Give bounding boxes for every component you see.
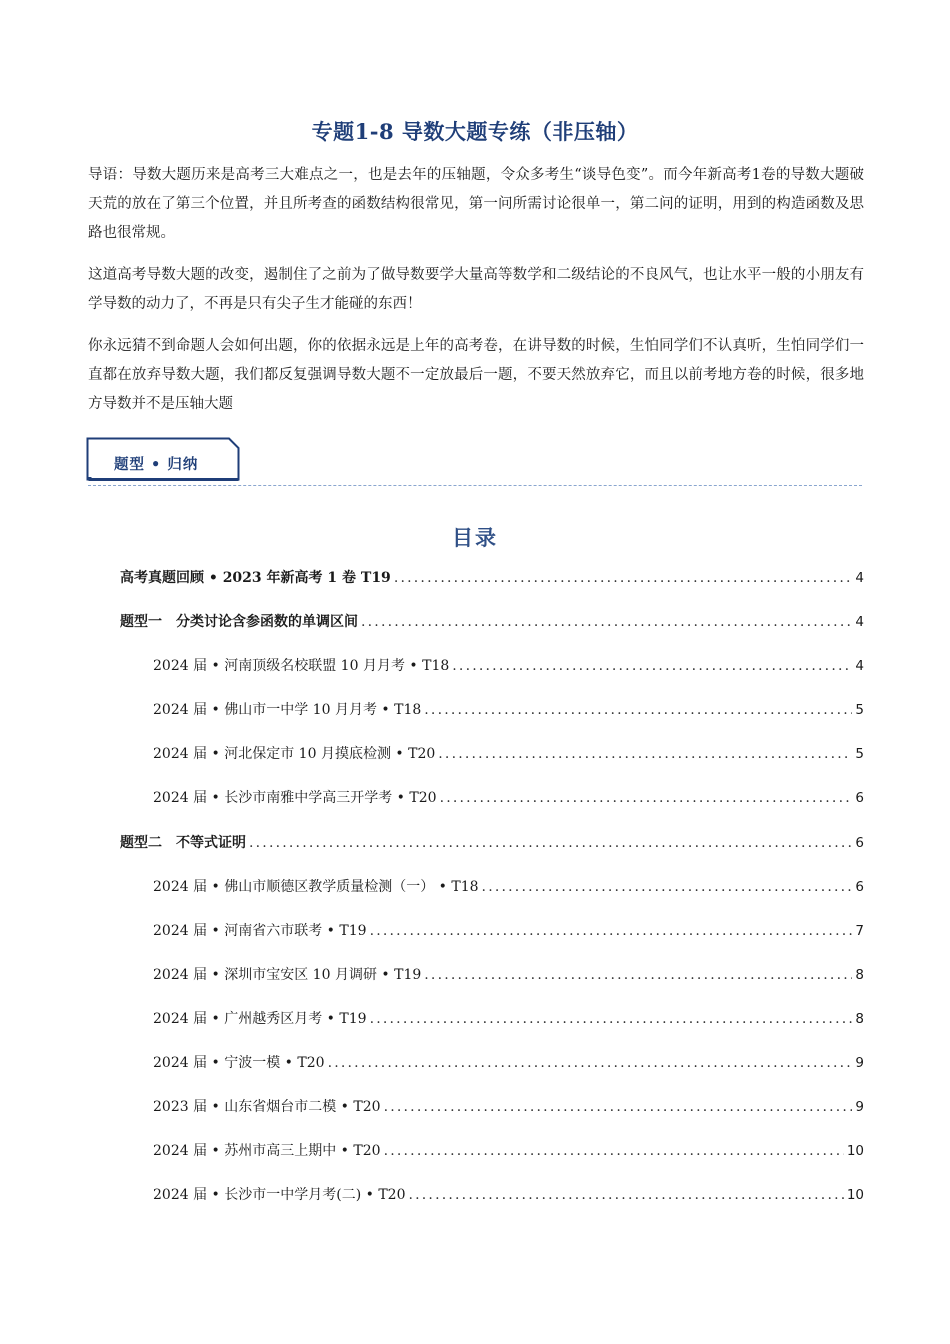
toc-entry-text: 2024 届 • 佛山市一中学 10 月月考 • T18 <box>153 702 422 719</box>
toc-entry-text: 2024 届 • 河南顶级名校联盟 10 月月考 • T18 <box>153 658 450 675</box>
toc-leader-dots <box>440 786 853 810</box>
toc-entry-text: 题型一 分类讨论含参函数的单调区间 <box>120 614 358 631</box>
toc-entry[interactable] <box>120 698 864 742</box>
toc-leader-dots <box>384 1139 844 1163</box>
dashed-divider <box>88 485 862 486</box>
toc-page-number: 4 <box>855 658 864 675</box>
toc-page-number: 5 <box>855 746 864 763</box>
toc-entry-text: 2024 届 • 长沙市南雅中学高三开学考 • T20 <box>153 790 437 807</box>
intro-paragraph-3: 你永远猜不到命题人会如何出题，你的依据永远是上年的高考卷，在讲导数的时候，生怕同学们不认真听，生怕同学们一直都在放弃导数大题，我们都反复强调导数大题不一定放最后一题，不要天然放弃它，而且以前考地方卷的时候，很多地方导数并不是压轴大题 <box>88 338 864 412</box>
toc-entry[interactable] <box>120 786 864 830</box>
toc-leader-dots <box>394 566 853 590</box>
toc-entry-text: 2023 届 • 山东省烟台市二模 • T20 <box>153 1099 381 1116</box>
toc-entry-text: 2024 届 • 长沙市一中学月考(二) • T20 <box>153 1187 406 1204</box>
toc-entry-text: 2024 届 • 宁波一模 • T20 <box>153 1055 325 1072</box>
toc-entry-text: 2024 届 • 河北保定市 10 月摸底检测 • T20 <box>153 746 436 763</box>
toc-entry[interactable] <box>120 1139 864 1183</box>
toc-leader-dots <box>370 1007 853 1031</box>
toc-page-number: 4 <box>855 614 864 631</box>
toc-leader-dots <box>384 1095 853 1119</box>
toc-entry[interactable] <box>120 610 864 654</box>
toc-leader-dots <box>408 1183 843 1207</box>
toc-leader-dots <box>482 875 853 899</box>
toc-leader-dots <box>361 610 852 634</box>
intro-paragraph-1: 导语：导数大题历来是高考三大难点之一，也是去年的压轴题，令众多考生“谈导色变”。而今年新高考1卷的导数大题破天荒的放在了第三个位置，并且所考查的函数结构很常见，第一问所需讨论很单一，第二问的证明，用到的构造函数及思路也很常规。 <box>88 167 864 241</box>
toc-entry[interactable] <box>120 742 864 786</box>
toc-entry-text: 2024 届 • 河南省六市联考 • T19 <box>153 922 367 939</box>
toc-page-number: 6 <box>855 878 864 895</box>
toc-entry[interactable] <box>120 963 864 1007</box>
section-tab-label: 题型 • 归纳 <box>114 456 199 473</box>
toc-entry[interactable] <box>120 1007 864 1051</box>
toc-page-number: 6 <box>855 790 864 807</box>
toc-entry[interactable] <box>120 654 864 698</box>
toc-entry-text: 题型二 不等式证明 <box>120 834 246 851</box>
toc-entry[interactable] <box>120 831 864 875</box>
toc-page-number: 8 <box>855 966 864 983</box>
toc-page-number: 9 <box>855 1055 864 1072</box>
toc-entry[interactable] <box>120 875 864 919</box>
toc-leader-dots <box>424 963 852 987</box>
toc-entry-text: 2024 届 • 广州越秀区月考 • T19 <box>153 1010 367 1027</box>
toc-page-number: 8 <box>855 1010 864 1027</box>
toc-page-number: 10 <box>846 1187 864 1204</box>
toc-title: 目录 <box>452 525 498 550</box>
toc-entry-text: 2024 届 • 佛山市顺德区教学质量检测（一） • T18 <box>153 878 479 895</box>
toc-leader-dots <box>438 742 852 766</box>
toc-leader-dots <box>452 654 852 678</box>
toc-entry-text: 高考真题回顾 • 2023 年新高考 1 卷 T19 <box>120 570 391 586</box>
page-title: 专题1-8 导数大题专练（非压轴） <box>311 119 639 144</box>
toc-leader-dots <box>249 831 852 855</box>
toc-entry[interactable] <box>120 1183 864 1227</box>
toc-entry[interactable] <box>120 566 864 610</box>
toc-leader-dots <box>328 1051 853 1075</box>
toc-page-number: 9 <box>855 1099 864 1116</box>
toc-page-number: 10 <box>846 1143 864 1160</box>
toc-page-number: 7 <box>855 922 864 939</box>
table-of-contents <box>120 566 864 1227</box>
toc-entry-text: 2024 届 • 深圳市宝安区 10 月调研 • T19 <box>153 966 422 983</box>
toc-entry[interactable] <box>120 1051 864 1095</box>
toc-page-number: 4 <box>855 570 864 586</box>
toc-entry-text: 2024 届 • 苏州市高三上期中 • T20 <box>153 1143 381 1160</box>
toc-leader-dots <box>424 698 852 722</box>
section-tab <box>86 437 240 481</box>
toc-leader-dots <box>370 919 853 943</box>
intro-paragraph-2: 这道高考导数大题的改变，遏制住了之前为了做导数要学大量高等数学和二级结论的不良风气，也让水平一般的小朋友有学导数的动力了，不再是只有尖子生才能碰的东西！ <box>88 267 864 312</box>
toc-page-number: 6 <box>855 834 864 851</box>
toc-page-number: 5 <box>855 702 864 719</box>
toc-entry[interactable] <box>120 1095 864 1139</box>
toc-entry[interactable] <box>120 919 864 963</box>
